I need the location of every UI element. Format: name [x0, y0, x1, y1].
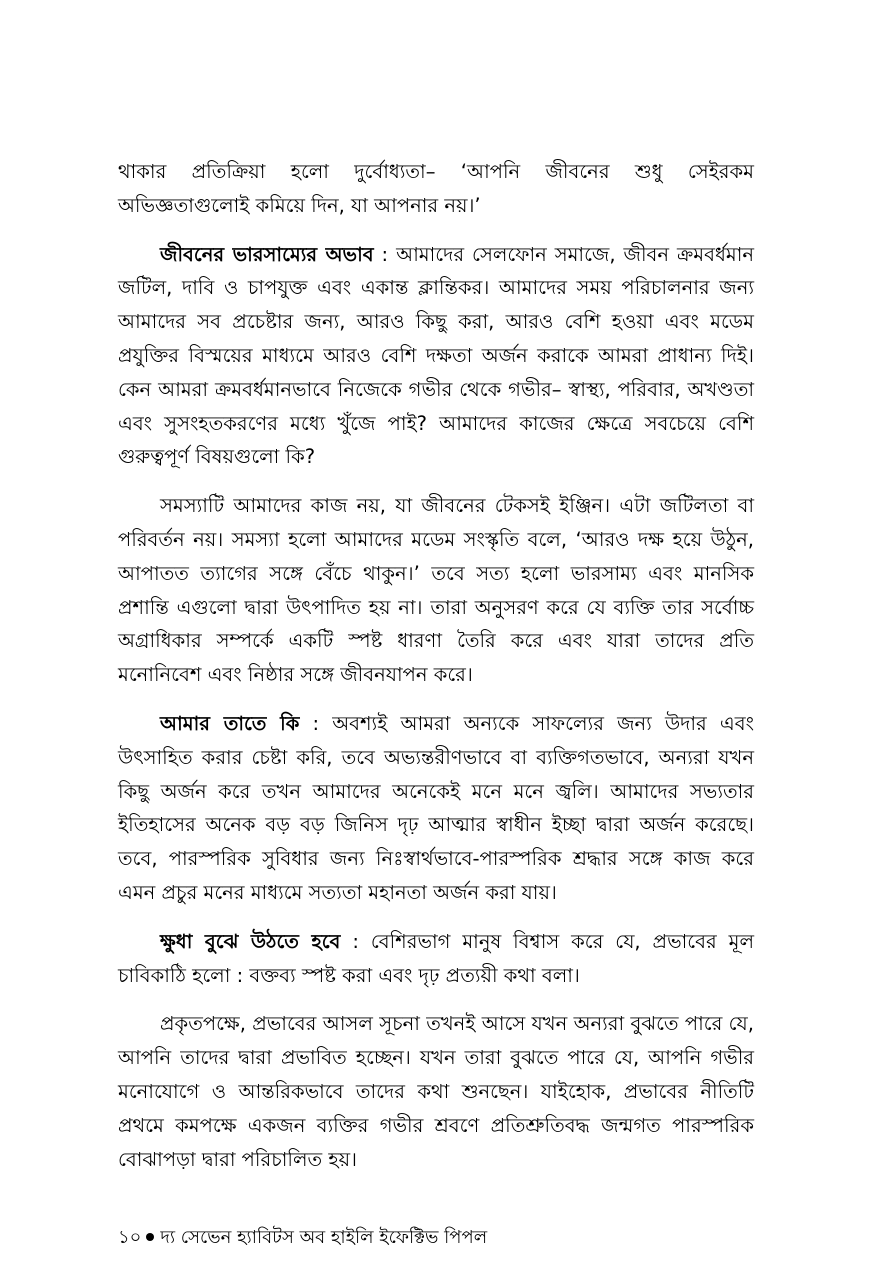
paragraph-5-heading: ক্ষুধা বুঝে উঠতে হবে	[160, 929, 341, 953]
paragraph-2-heading: জীবনের ভারসাম্যের অভাব	[160, 242, 374, 266]
paragraph-5-text: : বেশিরভাগ মানুষ বিশ্বাস করে যে, প্রভাবের মূল চাবিকাঠি হলো : বক্তব্য স্পষ্ট করা এবং দৃঢ় প্রত্যয়ী কথা বলা।	[118, 929, 755, 987]
paragraph-3-text: সমস্যাটি আমাদের কাজ নয়, যা জীবনের টেকসই ইঞ্জিন। এটা জটিলতা বা পরিবর্তন নয়। সমস্যা হলো আমাদের মডেম সংস্কৃতি বলে, ‘আরও দক্ষ হয়ে উঠুন, আপাতত ত্যাগের সঙ্গে বেঁচে থাকুন।’ তবে সত্য হলো ভারসাম্য এবং মানসিক প্রশান্তি এগুলো দ্বারা উৎপাদিত হয় না। তারা অনুসরণ করে যে ব্যক্তি তার সর্বোচ্চ অগ্রাধিকার সম্পর্কে একটি স্পষ্ট ধারণা তৈরি করে এবং যারা তাদের প্রতি মনোনিবেশ এবং নিষ্ঠার সঙ্গে জীবনযাপন করে।	[118, 494, 754, 687]
paragraph-4-heading: আমার তাতে কি	[160, 711, 300, 735]
paragraph-2-text: : আমাদের সেলফোন সমাজে, জীবন ক্রমবর্ধমান জটিল, দাবি ও চাপযুক্ত এবং একান্ত ক্লান্তিকর। আমাদের সময় পরিচালনার জন্য আমাদের সব প্রচেষ্টার জন্য, আরও কিছু করা, আরও বেশি হওয়া এবং মডেম প্রযুক্তির বিস্ময়ের মাধ্যমে আরও বেশি দক্ষতা অর্জন করাকে আমরা প্রাধান্য দিই। কেন আমরা ক্রমবর্ধমানভাবে নিজেকে গভীর থেকে গভীর– স্বাস্থ্য, পরিবার, অখণ্ডতা এবং সুসংহতকরণের মধ্যে খুঁজে পাই? আমাদের কাজের ক্ষেত্রে সবচেয়ে বেশি গুরুত্বপূর্ণ বিষয়গুলো কি?	[118, 242, 755, 469]
paragraph-6	[118, 1007, 754, 1176]
paragraph-1	[118, 155, 754, 223]
page-footer	[118, 1226, 487, 1250]
paragraph-4-text: : অবশ্যই আমরা অন্যকে সাফল্যের জন্য উদার এবং উৎসাহিত করার চেষ্টা করি, তবে অভ্যন্তরীণভাবে বা ব্যক্তিগতভাবে, অন্যরা যখন কিছু অর্জন করে তখন আমাদের অনেকেই মনে মনে জ্বলি। আমাদের সভ্যতার ইতিহাসের অনেক বড় বড় জিনিস দৃঢ় আত্মার স্বাধীন ইচ্ছা দ্বারা অর্জন করেছে। তবে, পারস্পরিক সুবিধার জন্য নিঃস্বার্থভাবে-পারস্পরিক শ্রদ্ধার সঙ্গে কাজ করে এমন প্রচুর মনের মাধ্যমে সত্যতা মহানতা অর্জন করা যায়।	[118, 711, 754, 904]
running-title: দ্য সেভেন হ্যাবিটস অব হাইলি ইফেক্টিভ পিপল	[160, 1227, 488, 1248]
page-number: ১০	[118, 1227, 142, 1248]
page-body	[118, 155, 754, 1176]
paragraph-1-text: থাকার প্রতিক্রিয়া হলো দুর্বোধ্যতা– ‘আপনি জীবনের শুধু সেইরকম অভিজ্ঞতাগুলোই কমিয়ে দিন, যা আপনার নয়।’	[118, 160, 754, 217]
paragraph-2	[118, 238, 754, 475]
bullet-icon	[146, 1233, 154, 1241]
paragraph-5	[118, 925, 754, 993]
paragraph-4	[118, 707, 754, 910]
paragraph-3	[118, 489, 754, 692]
paragraph-6-text: প্রকৃতপক্ষে, প্রভাবের আসল সূচনা তখনই আসে যখন অন্যরা বুঝতে পারে যে, আপনি তাদের দ্বারা প্রভাবিত হচ্ছেন। যখন তারা বুঝতে পারে যে, আপনি গভীর মনোযোগে ও আন্তরিকভাবে তাদের কথা শুনছেন। যাইহোক, প্রভাবের নীতিটি প্রথমে কমপক্ষে একজন ব্যক্তির গভীর শ্রবণে প্রতিশ্রুতিবদ্ধ জন্মগত পারস্পরিক বোঝাপড়া দ্বারা পরিচালিত হয়।	[118, 1012, 754, 1171]
